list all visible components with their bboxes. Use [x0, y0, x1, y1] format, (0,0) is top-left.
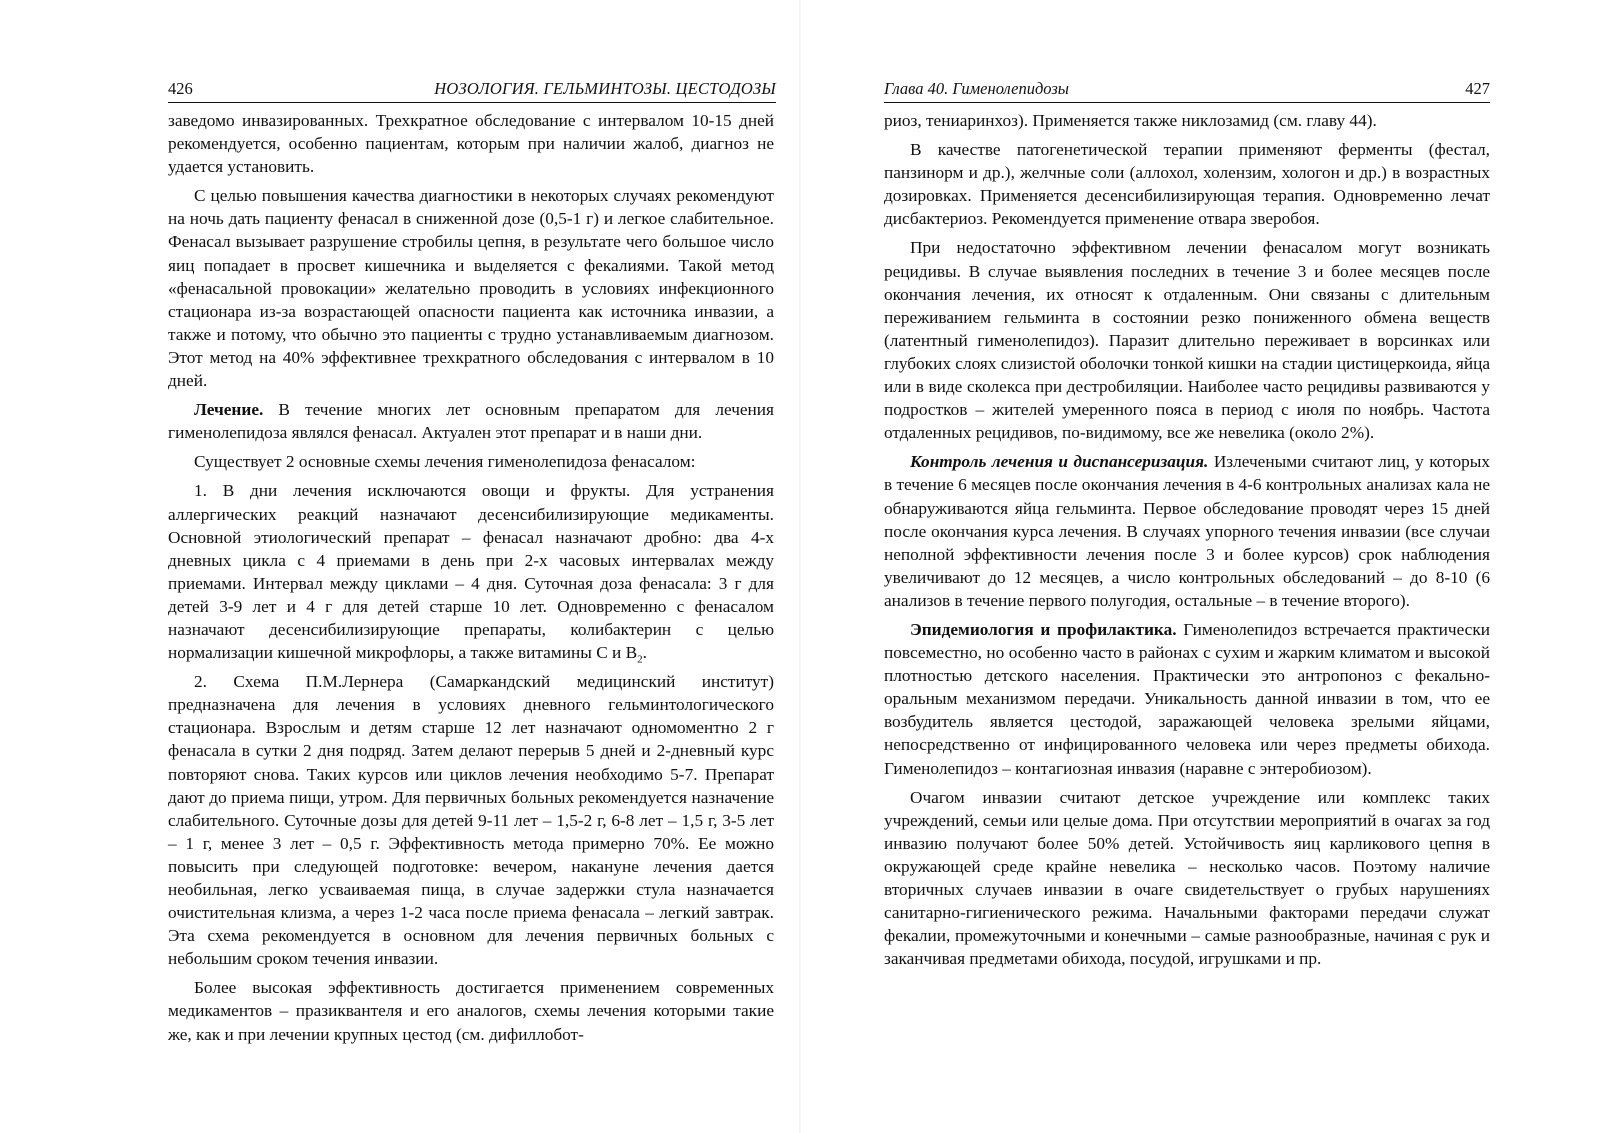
treatment-text: В течение многих лет основным препаратом для лечения гименолепидоза являлся фенасал. Актуален этот препарат и в наши дни. — [168, 400, 774, 443]
paragraph-schemes-intro: Существует 2 основные схемы лечения гименолепидоза фенасалом: — [194, 452, 696, 472]
right-page-body — [884, 109, 1490, 976]
paragraph-epidemiology — [884, 618, 1490, 780]
right-page — [800, 0, 1600, 1133]
paragraph-control — [884, 450, 1490, 612]
paragraph-scheme-2: 2. Схема П.М.Лернера (Самаркандский медицинский институт) предназначена для лечения в условиях дневного гельминтологического стационара. Взрослым и детям старше 12 лет назначают одномоментно 2 г фенасала в сутки 2 дня подряд. Затем делают перерыв 5 дней и 2-дневный курс повторяют снова. Таких курсов или циклов лечения необходимо 5-7. Препарат дают до приема пищи, утром. Для первичных больных рекомендуется назначение слабительного. Суточные дозы для детей 9-11 лет – 1,5-2 г, 6-8 лет – 1,5 г, 3-5 лет – 1 г, менее 3 лет – 0,5 г. Эффективность метода примерно 70%. Ее можно повысить при следующей подготовке: вечером, накануне лечения дается необильная, легко усваиваемая пища, в случае задержки стула назначается очистительная клизма, а через 1-2 часа после приема фенасала – легкий завтрак. Эта схема рекомендуется в основном для лечения первичных больных с небольшим сроком течения инвазии. — [168, 672, 774, 969]
right-page-number: 427 — [1465, 79, 1490, 98]
paragraph-provocation: С целью повышения качества диагностики в некоторых случаях рекомендуют на ночь дать пациенту фенасал в сниженной дозе (0,5-1 г) и легкое слабительное. Фенасал вызывает разрушение стробилы цепня, в результате чего большое число яиц попадает в просвет кишечника и выделяется с фекалиями. Такой метод «фенасальной провокации» желательно проводить в условиях инфекционного стационара из-за возрастающей опасности пациента как источника инвазии, а также и потому, что обычно это пациенты с трудно устанавливаемым диагнозом. Этот метод на 40% эффективнее трехкратного обследования с интервалом в 10 дней. — [168, 186, 774, 391]
left-page-body — [168, 109, 774, 1052]
paragraph-pathogenetic: В качестве патогенетической терапии применяют ферменты (фестал, панзинорм и др.), желчные соли (аллохол, холензим, хологон и др.) в возрастных дозировках. Применяется десенсибилизирующая терапия. Одновременно лечат дисбактериоз. Рекомендуется применение отвара зверобоя. — [884, 140, 1490, 229]
paragraph-continuation: риоз, тениаринхоз). Применяется также никлозамид (см. главу 44). — [884, 111, 1377, 130]
scheme-1-subscript: 2 — [637, 653, 643, 666]
scheme-1-text: 1. В дни лечения исключаются овощи и фрукты. Для устранения аллергических реакций назначают десенсибилизирующие медикаменты. Основной этиологический препарат – фенасал назначают дробно: два 4-х дневных цикла с 4 приемами в день при 2-х часовых интервалах между приемами. Интервал между циклами – 4 дня. Суточная доза фенасала: 3 г для детей 3-9 лет и 4 г для детей старше 10 лет. Одновременно с фенасалом назначают десенсибилизирующие препараты, колибактерин с целью нормализации кишечной микрофлоры, а также витамины С и В — [168, 481, 774, 663]
treatment-heading: Лечение. — [194, 400, 264, 420]
paragraph-scheme-1 — [168, 479, 774, 664]
left-running-head: НОЗОЛОГИЯ. ГЕЛЬМИНТОЗЫ. ЦЕСТОДОЗЫ — [434, 79, 776, 98]
control-heading: Контроль лечения и диспансеризация. — [910, 452, 1209, 472]
epidemiology-heading: Эпидемиология и профилактика. — [910, 619, 1177, 639]
left-page-header — [168, 78, 776, 103]
left-page-number: 426 — [168, 79, 193, 98]
paragraph-relapses: При недостаточно эффективном лечении фенасалом могут возникать рецидивы. В случае выявления последних в течение 3 и более месяцев после окончания лечения, их относят к отдаленным. Они связаны с длительным переживанием гельминта в состоянии резко пониженного обмена веществ (латентный гименолепидоз). Паразит длительно переживает в ворсинках или глубоких слоях слизистой оболочки тонкой кишки на стадии цистицеркоида, яйца или в виде сколекса при дестробиляции. Наиболее часто рецидивы развиваются у подростков – жителей умеренного пояса в период с июля по ноябрь. Частота отдаленных рецидивов, по-видимому, все же невелика (около 2%). — [884, 238, 1490, 443]
epidemiology-text: Гименолепидоз встречается практически повсеместно, но особенно часто в районах с сухим и жарким климатом и высокой плотностью детского населения. Практически это антропоноз с фекально-оральным механизмом передачи. Уникальность данной инвазии в том, что ее возбудитель является цестодой, заражающей человека зрелыми яйцами, непосредственно от инфицированного человека или через предметы обихода. Гименолепидоз – контагиозная инвазия (наравне с энтеробиозом). — [884, 619, 1490, 778]
paragraph-focus: Очагом инвазии считают детское учреждение или комплекс таких учреждений, семьи или целые дома. При отсутствии мероприятий в очагах за год инвазию получают более 50% детей. Устойчивость яиц карликового цепня в окружающей среде крайне невелика – несколько часов. Поэтому наличие вторичных случаев инвазии в очаге свидетельствует о грубых нарушениях санитарно-гигиенического режима. Начальными факторами передачи служат фекалии, промежуточными и конечными – самые разнообразные, начиная с рук и заканчивая предметами обихода, посудой, игрушками и пр. — [884, 787, 1490, 969]
paragraph-modern-drugs: Более высокая эффективность достигается применением современных медикаментов – празиквантеля и его аналогов, схемы лечения которыми такие же, как и при лечении крупных цестод (см. дифиллобот- — [168, 978, 774, 1044]
paragraph-treatment — [168, 398, 774, 444]
scheme-1-end: . — [642, 643, 647, 663]
right-running-head: Глава 40. Гименолепидозы — [884, 79, 1069, 98]
right-page-header — [884, 78, 1490, 103]
paragraph-continuation: заведомо инвазированных. Трехкратное обследование с интервалом 10-15 дней рекомендуется, особенно пациентам, которым при наличии жалоб, диагноз не удается установить. — [168, 111, 774, 177]
control-text: Излечеными считают лиц, у которых в течение 6 месяцев после окончания лечения в 4-6 контрольных анализах кала не обнаруживаются яйца гельминта. Первое обследование проводят через 15 дней после окончания курса лечения. В случаях упорного течения инвазии (все случаи неполной эффективности лечения после 3 и более курсов) срок наблюдения увеличивают до 12 месяцев, а число контрольных обследований – до 8-10 (6 анализов в течение первого полугодия, остальные – в течение второго). — [884, 452, 1490, 610]
